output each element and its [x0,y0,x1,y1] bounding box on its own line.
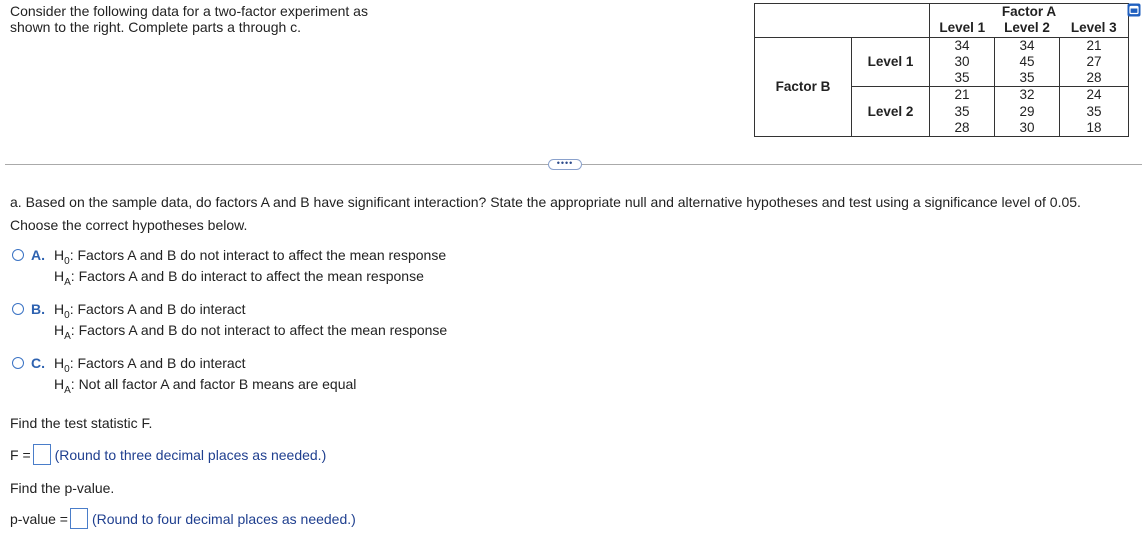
p-rounding-hint: (Round to four decimal places as needed.) [91,510,356,527]
cell-b2-a1: 21 35 28 [930,87,995,137]
p-answer-row [10,508,356,529]
option-a-alt-hypothesis: $H_A$: Factors A and B do interact to affect the mean response [54,268,424,288]
choose-prompt: Choose the correct hypotheses below. [10,217,248,233]
intro-line-2: shown to the right. Complete parts a through c. [10,19,302,35]
p-label: p-value = [10,510,68,527]
f-answer-input[interactable] [33,444,51,465]
f-answer-row [10,444,326,465]
f-rounding-hint: (Round to three decimal places as needed.) [54,446,327,463]
a-level-3-header: Level 3 [1060,20,1129,37]
problem-intro [10,3,370,35]
copy-data-icon[interactable] [1127,3,1141,17]
option-b-alt-hypothesis: $H_A$: Factors A and B do not interact to affect the mean response [54,322,448,342]
intro-line-1: Consider the following data for a two-factor experiment as [10,3,368,19]
find-p-prompt: Find the p-value. [10,480,115,496]
a-level-2-header: Level 2 [1004,20,1050,36]
data-table [754,3,1129,137]
cell-b1-a1: 34 30 35 [930,37,995,87]
cell-b2-a2: 32 29 30 [995,87,1060,137]
p-value-answer-input[interactable] [70,508,88,529]
option-c-alt-hypothesis: $H_A$: Not all factor A and factor B means are equal [54,376,357,396]
option-c-null-hypothesis: $H_0$: Factors A and B do interact [54,355,246,375]
option-a-null-hypothesis: $H_0$: Factors A and B do not interact to affect the mean response [54,247,447,267]
f-label: F = [10,446,31,463]
expand-more-button[interactable]: •••• [548,159,582,170]
factor-a-header: Factor A [930,4,1129,21]
cell-b2-a3: 24 35 18 [1060,87,1129,137]
table-corner [755,4,930,38]
option-a-radio[interactable] [12,249,24,261]
option-a-letter: A. [31,247,45,263]
option-b-letter: B. [31,301,45,317]
option-c-radio[interactable] [12,357,24,369]
cell-b1-a3: 21 27 28 [1060,37,1129,87]
factor-b-header: Factor B [755,37,852,137]
option-b-radio[interactable] [12,303,24,315]
part-a-question: a. Based on the sample data, do factors A and B have significant interaction? State the appropriate null and alternative hypotheses and test using a significance level of 0.05. [10,194,1081,210]
option-c-letter: C. [31,355,45,371]
a-level-1-header: Level 1 [930,20,995,37]
b-level-2-header: Level 2 [852,87,930,137]
b-level-1-header: Level 1 [852,37,930,87]
option-b-null-hypothesis: $H_0$: Factors A and B do interact [54,301,246,321]
cell-b1-a2: 34 45 35 [995,37,1060,87]
find-f-prompt: Find the test statistic F. [10,415,153,431]
